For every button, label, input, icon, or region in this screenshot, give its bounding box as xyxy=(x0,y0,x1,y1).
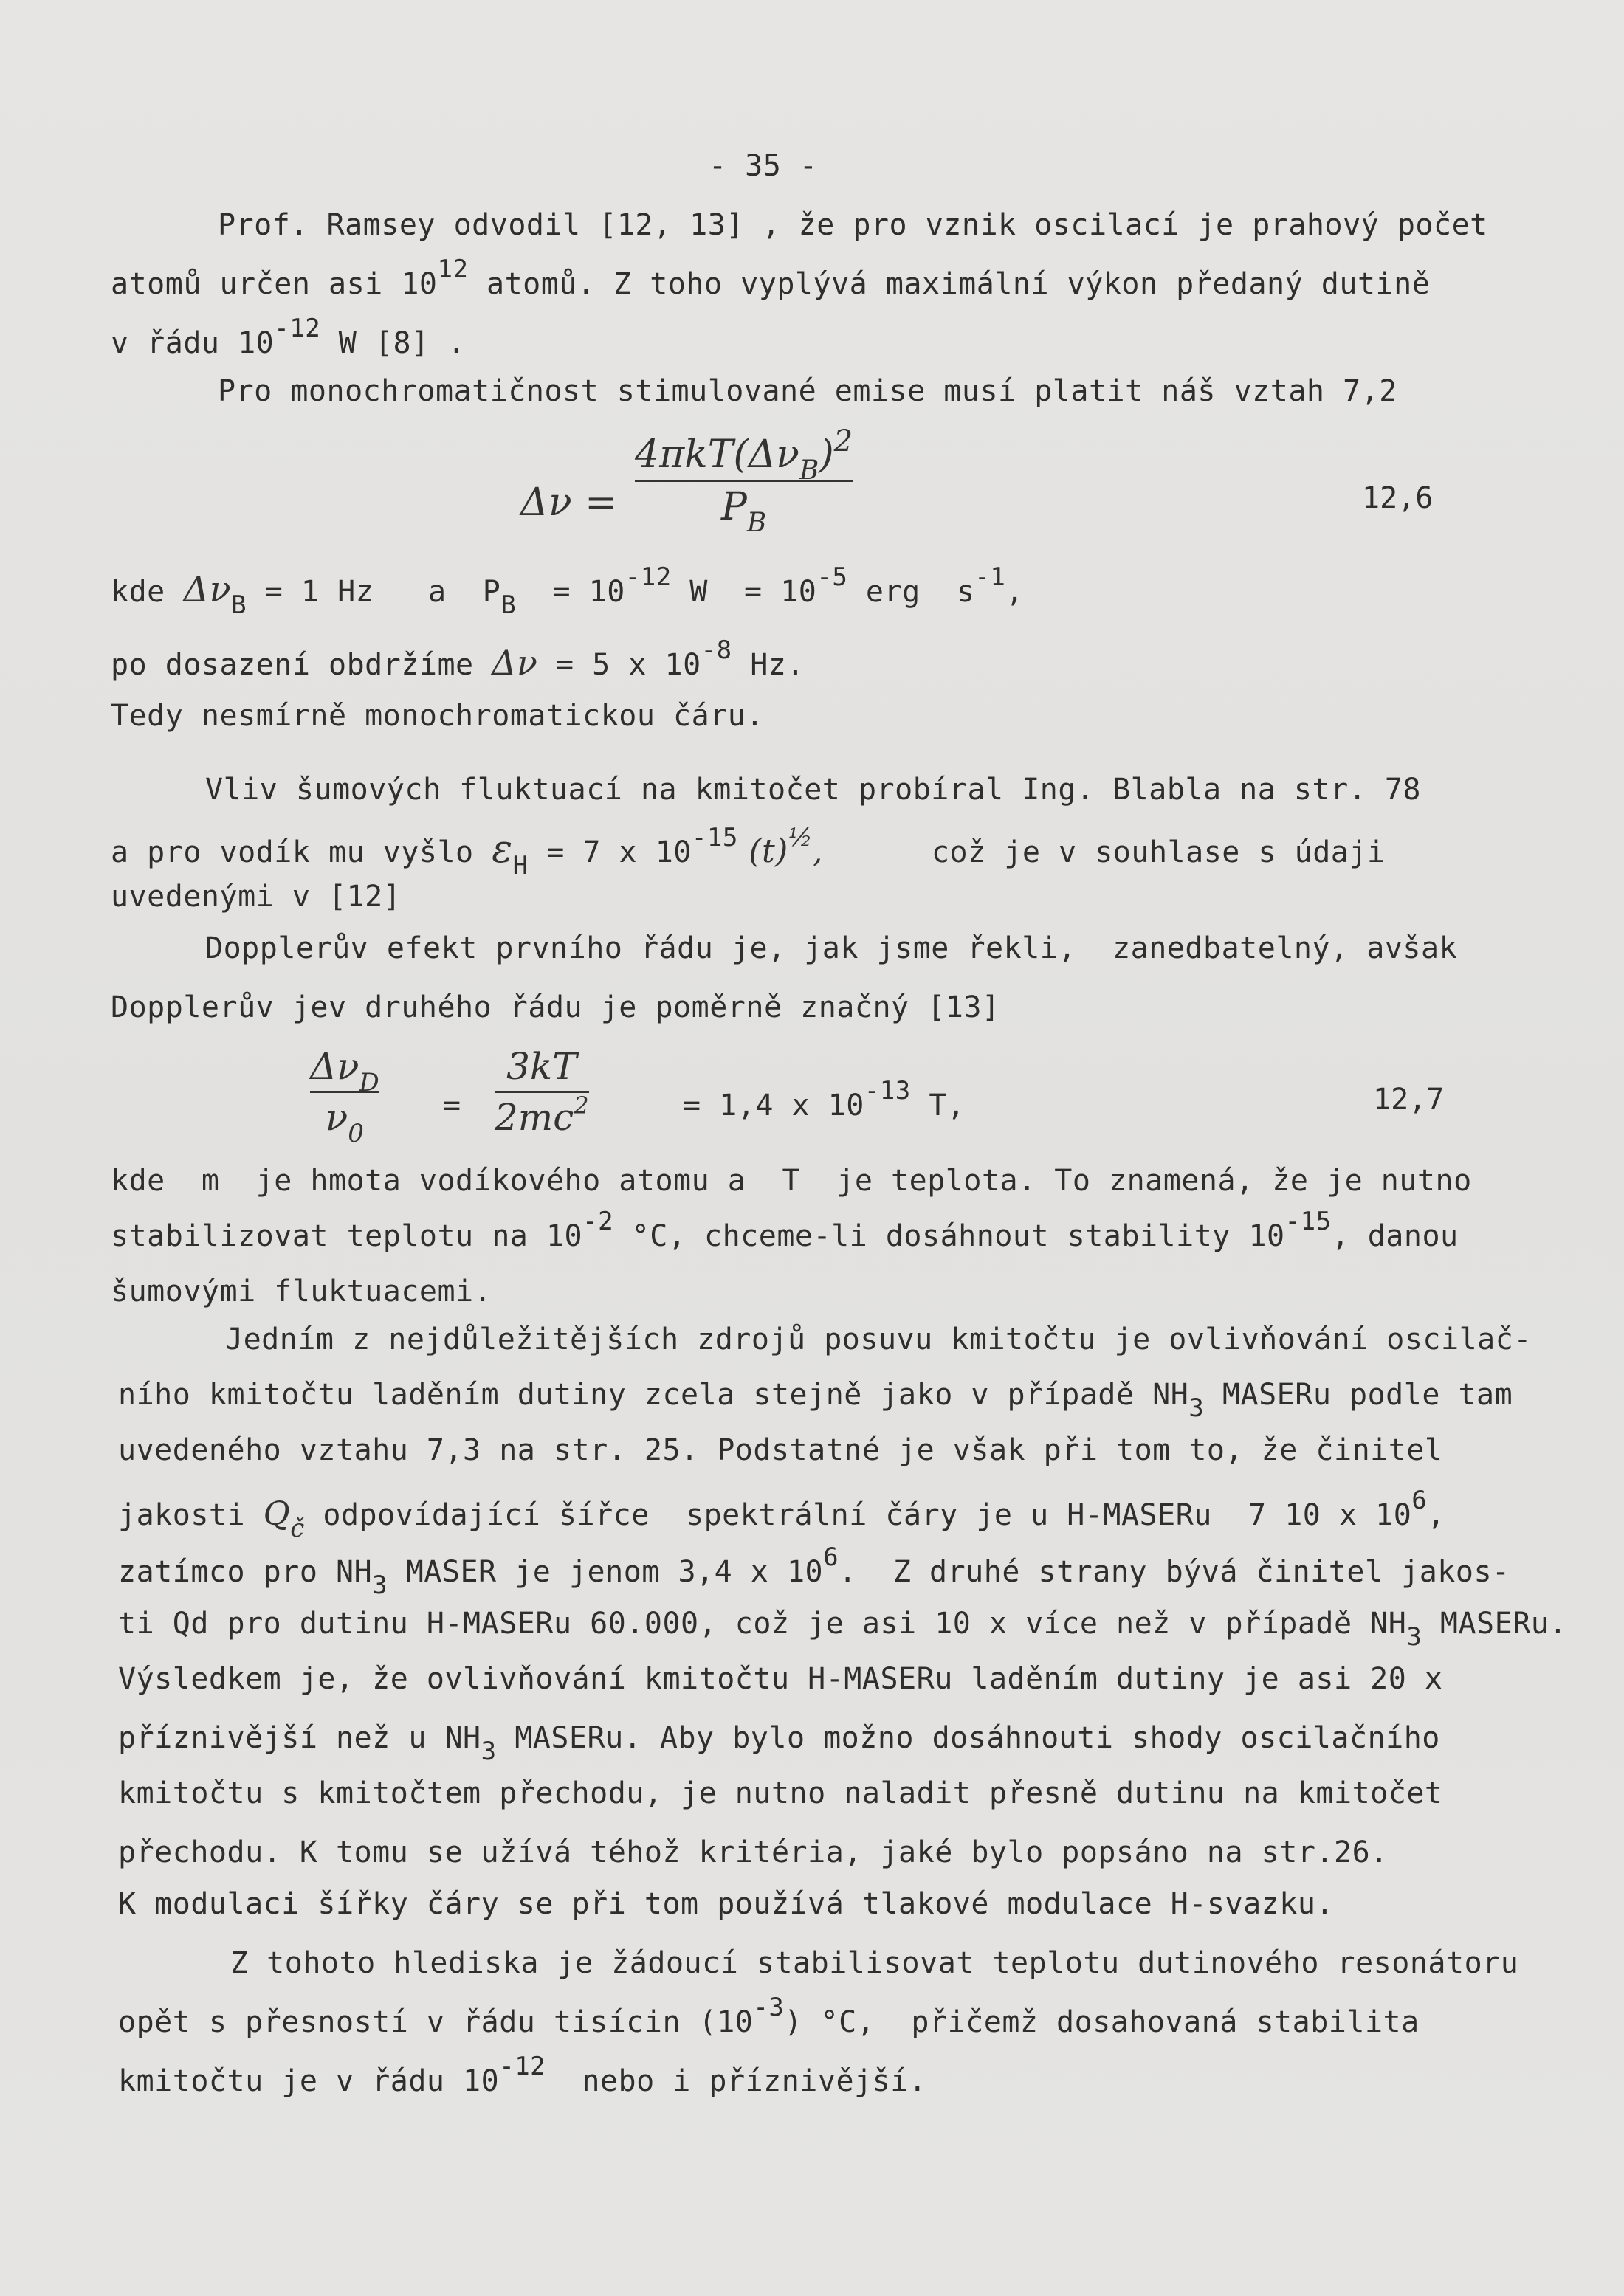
p5-line-2: stabilizovat teplotu na $10^{-2}$ °C, chceme-li dosáhnout stability $10^{-15}$, danou xyxy=(111,1207,1459,1253)
delta-nu: Δν xyxy=(492,643,538,683)
citation-12-13: [12, 13] xyxy=(599,208,744,242)
eq126-lhs: Δν = xyxy=(520,480,618,525)
p7-line-3: kmitočtu je v řádu $10^{-12}$ nebo i příznivější. xyxy=(118,2052,927,2098)
p6-line-3: uvedeného vztahu 7,3 na str. 25. Podstatné je však při tom to, že činitel xyxy=(118,1433,1443,1467)
epsilon: ε xyxy=(492,827,513,872)
p1-l1-text: Prof. Ramsey odvodil xyxy=(218,208,599,242)
exponent: -12 xyxy=(274,314,321,343)
p3-line-3: uvedenými v [12] xyxy=(111,880,402,914)
equation-number-12-6: 12,6 xyxy=(1362,481,1434,515)
p7-line-1: Z tohoto hlediska je žádoucí stabilisovat teplotu dutinového resonátoru xyxy=(230,1946,1519,1980)
p6-line-4: jakosti $Q_č$ odpovídající šířce spektrální čáry je u H-MASERu 7 10 x $10^6$, xyxy=(118,1486,1445,1543)
p2-line-1: Pro monochromatičnost stimulované emise musí platit náš vztah 7,2 xyxy=(218,374,1397,408)
where-line-1: kde $\Delta\nu_B = 1$ Hz a $P_B = 10^{-12}$ $W = 10^{-5}$ erg $s^{-1}$, xyxy=(111,562,1024,620)
p1-line-3 xyxy=(111,314,466,360)
equation-number-12-7: 12,7 xyxy=(1373,1083,1445,1117)
p6-line-11: K modulaci šířky čáry se při tom používá tlakové modulace H-svazku. xyxy=(118,1887,1334,1921)
p6-line-2: ního kmitočtu laděním dutiny zcela stejně jako v případě $NH_3$ MASERu podle tam xyxy=(118,1378,1513,1423)
where-line-2: po dosazení obdržíme Δν = 5 x $10^{-8}$ Hz. xyxy=(111,635,805,683)
where-line-3: Tedy nesmírně monochromatickou čáru. xyxy=(111,699,764,733)
p4-line-2: Dopplerův jev druhého řádu je poměrně značný [13] xyxy=(111,990,1000,1024)
p6-line-5: zatímco pro $NH_3$ MASER je jenom 3,4 x $10^6$. Z druhé strany bývá činitel jakos- xyxy=(118,1542,1510,1600)
p6-line-1: Jedním z nejdůležitějších zdrojů posuvu kmitočtu je ovlivňování oscilač- xyxy=(225,1323,1532,1356)
p1-l1-text-end: , že pro vznik oscilací je prahový počet xyxy=(743,208,1488,242)
quality-factor-symbol: Q xyxy=(263,1495,291,1533)
eq127-fraction-1: $\Delta\nu_D$ $\nu_0$ xyxy=(310,1045,379,1148)
p6-line-7: Výsledkem je, že ovlivňování kmitočtu H-MASERu laděním dutiny je asi 20 x xyxy=(118,1662,1443,1696)
p1-line-1 xyxy=(218,210,1488,240)
eq127-equals: = xyxy=(443,1089,461,1123)
p1-l2-text-end: atomů. Z toho vyplývá maximální výkon předaný dutině xyxy=(468,267,1431,301)
p7-line-2: opět s přesností v řádu tisícin $(10^{-3})$ °C, přičemž dosahovaná stabilita xyxy=(118,1993,1420,2039)
p4-line-1: Dopplerův efekt prvního řádu je, jak jsme řekli, zanedbatelný, avšak xyxy=(205,931,1458,965)
eq126-fraction xyxy=(635,424,853,538)
p6-line-10: přechodu. K tomu se užívá téhož kritéria, jaké bylo popsáno na str.26. xyxy=(118,1835,1389,1869)
eq126-numerator: $4\pi kT(\Delta\nu_B)^2$ xyxy=(635,424,853,486)
p3-line-2: a pro vodík mu vyšlo $\varepsilon_H = 7$ x $10^{-15}$ $(t)^{\frac{1}{2}}$, což je v souhlase s údaji xyxy=(111,823,1386,880)
p5-line-3: šumovými fluktuacemi. xyxy=(111,1275,492,1309)
p1-l3-text-end: W [8] . xyxy=(320,326,466,360)
eq127-rhs: = 1,4 x $10^{-13}$ T, xyxy=(683,1076,966,1123)
p1-line-2 xyxy=(111,255,1431,301)
p3-line-1: Vliv šumových fluktuací na kmitočet probíral Ing. Blabla na str. 78 xyxy=(205,773,1421,807)
eq126-denominator: $P_B$ xyxy=(720,485,767,538)
page-number: - 35 - xyxy=(709,149,818,183)
p6-line-6: ti Qd pro dutinu H-MASERu 60.000, což je asi 10 x více než v případě $NH_3$ MASERu. xyxy=(118,1607,1567,1652)
delta-nu: Δν xyxy=(183,569,232,610)
exponent: 12 xyxy=(437,255,469,284)
p6-line-8: příznivější než u $NH_3$ MASERu. Aby bylo možno dosáhnouti shody oscilačního xyxy=(118,1721,1440,1766)
eq127-fraction-2: 3kT $2mc^2$ xyxy=(495,1045,589,1139)
fraction-bar xyxy=(635,480,853,482)
p1-l2-text: atomů určen asi 10 xyxy=(111,267,438,301)
p1-l3-text: v řádu 10 xyxy=(111,326,275,360)
p6-line-9: kmitočtu s kmitočtem přechodu, je nutno naladit přesně dutinu na kmitočet xyxy=(118,1776,1443,1810)
p5-line-1: kde m je hmota vodíkového atomu a T je teplota. To znamená, že je nutno xyxy=(111,1164,1472,1198)
